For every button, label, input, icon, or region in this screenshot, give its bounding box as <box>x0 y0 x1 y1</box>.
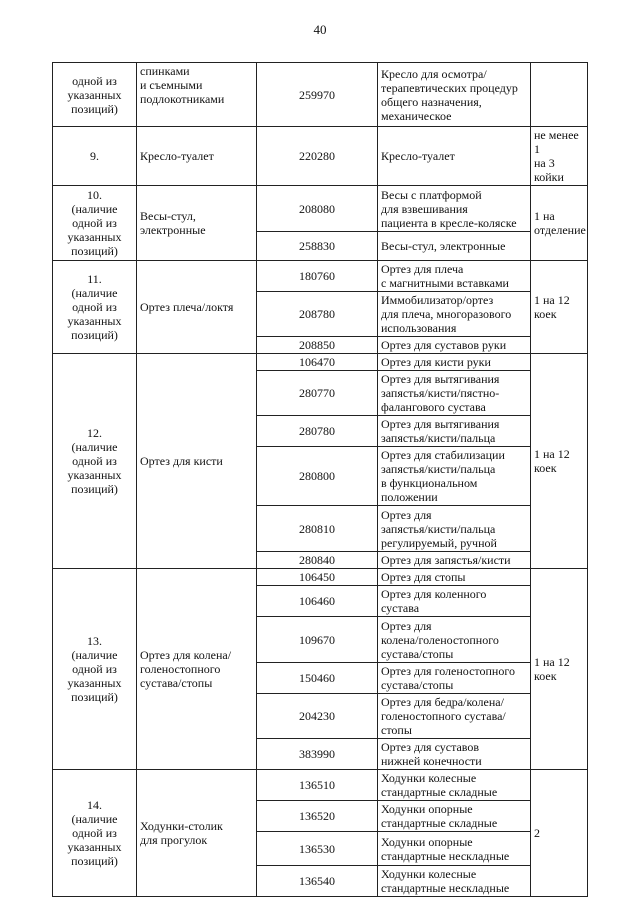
position-number-cell: одной из указанных позиций) <box>53 63 137 127</box>
type-description-cell: Весы с платформой для взвешивания пациента в кресле-коляске <box>378 186 531 232</box>
type-description-cell: Ортез для бедра/колена/ голеностопного сустава/ стопы <box>378 694 531 739</box>
type-description-cell: Ортез для голеностопного сустава/стопы <box>378 663 531 694</box>
type-description-cell: Ортез для вытягивания запястья/кисти/пястно- фалангового сустава <box>378 371 531 416</box>
type-description-cell: Ортез для стопы <box>378 569 531 586</box>
type-description-cell: Ходунки опорные стандартные складные <box>378 801 531 832</box>
type-description-cell: Ортез для вытягивания запястья/кисти/пальца <box>378 416 531 447</box>
code-cell: 136520 <box>257 801 378 832</box>
position-number-cell: 14. (наличие одной из указанных позиций) <box>53 770 137 897</box>
table-row <box>53 569 588 586</box>
position-number-cell: 12. (наличие одной из указанных позиций) <box>53 354 137 569</box>
table-row <box>53 186 588 232</box>
quantity-cell: 1 на отделение <box>531 186 588 261</box>
code-cell: 280780 <box>257 416 378 447</box>
position-number-cell: 9. <box>53 127 137 186</box>
type-description-cell: Ходунки опорные стандартные нескладные <box>378 832 531 866</box>
code-cell: 208080 <box>257 186 378 232</box>
equipment-name-cell: спинками и съемными подлокотниками <box>137 63 257 127</box>
position-number-cell: 10. (наличие одной из указанных позиций) <box>53 186 137 261</box>
equipment-name-cell: Ортез для колена/ голеностопного сустава/стопы <box>137 569 257 770</box>
table-row <box>53 261 588 292</box>
code-cell: 136530 <box>257 832 378 866</box>
type-description-cell: Ортез для суставов нижней конечности <box>378 739 531 770</box>
code-cell: 204230 <box>257 694 378 739</box>
code-cell: 258830 <box>257 232 378 261</box>
position-number-cell: 11. (наличие одной из указанных позиций) <box>53 261 137 354</box>
table-row <box>53 127 588 186</box>
equipment-name-cell: Ходунки-столик для прогулок <box>137 770 257 897</box>
equipment-name-cell: Весы-стул, электронные <box>137 186 257 261</box>
code-cell: 136510 <box>257 770 378 801</box>
code-cell: 106470 <box>257 354 378 371</box>
equipment-name-cell: Ортез плеча/локтя <box>137 261 257 354</box>
code-cell: 259970 <box>257 63 378 127</box>
code-cell: 208850 <box>257 337 378 354</box>
code-cell: 136540 <box>257 866 378 897</box>
type-description-cell: Ходунки колесные стандартные складные <box>378 770 531 801</box>
type-description-cell: Ортез для стабилизации запястья/кисти/пальца в функциональном положении <box>378 447 531 506</box>
position-number-cell: 13. (наличие одной из указанных позиций) <box>53 569 137 770</box>
code-cell: 106460 <box>257 586 378 617</box>
type-description-cell: Весы-стул, электронные <box>378 232 531 261</box>
code-cell: 280770 <box>257 371 378 416</box>
code-cell: 383990 <box>257 739 378 770</box>
code-cell: 106450 <box>257 569 378 586</box>
type-description-cell: Ортез для колена/голеностопного сустава/стопы <box>378 617 531 663</box>
page-number: 40 <box>313 22 327 37</box>
type-description-cell: Ортез для запястья/кисти <box>378 552 531 569</box>
type-description-cell: Кресло для осмотра/ терапевтических процедур общего назначения, механическое <box>378 63 531 127</box>
quantity-cell: 1 на 12 коек <box>531 354 588 569</box>
quantity-cell: 2 <box>531 770 588 897</box>
table-row <box>53 63 588 127</box>
code-cell: 280810 <box>257 506 378 552</box>
type-description-cell: Кресло-туалет <box>378 127 531 186</box>
table-row <box>53 770 588 801</box>
quantity-cell: 1 на 12 коек <box>531 261 588 354</box>
equipment-name-cell: Кресло-туалет <box>137 127 257 186</box>
type-description-cell: Иммобилизатор/ортез для плеча, многоразового использования <box>378 292 531 337</box>
type-description-cell: Ортез для коленного сустава <box>378 586 531 617</box>
code-cell: 109670 <box>257 617 378 663</box>
equipment-name-cell: Ортез для кисти <box>137 354 257 569</box>
type-description-cell: Ортез для плеча с магнитными вставками <box>378 261 531 292</box>
quantity-cell: 1 на 12 коек <box>531 569 588 770</box>
type-description-cell: Ходунки колесные стандартные нескладные <box>378 866 531 897</box>
code-cell: 180760 <box>257 261 378 292</box>
code-cell: 220280 <box>257 127 378 186</box>
code-cell: 280800 <box>257 447 378 506</box>
type-description-cell: Ортез для суставов руки <box>378 337 531 354</box>
type-description-cell: Ортез для кисти руки <box>378 354 531 371</box>
quantity-cell <box>531 63 588 127</box>
code-cell: 150460 <box>257 663 378 694</box>
code-cell: 280840 <box>257 552 378 569</box>
equipment-table <box>52 62 588 897</box>
type-description-cell: Ортез для запястья/кисти/пальца регулируемый, ручной <box>378 506 531 552</box>
code-cell: 208780 <box>257 292 378 337</box>
quantity-cell: не менее 1 на 3 койки <box>531 127 588 186</box>
table-row <box>53 354 588 371</box>
